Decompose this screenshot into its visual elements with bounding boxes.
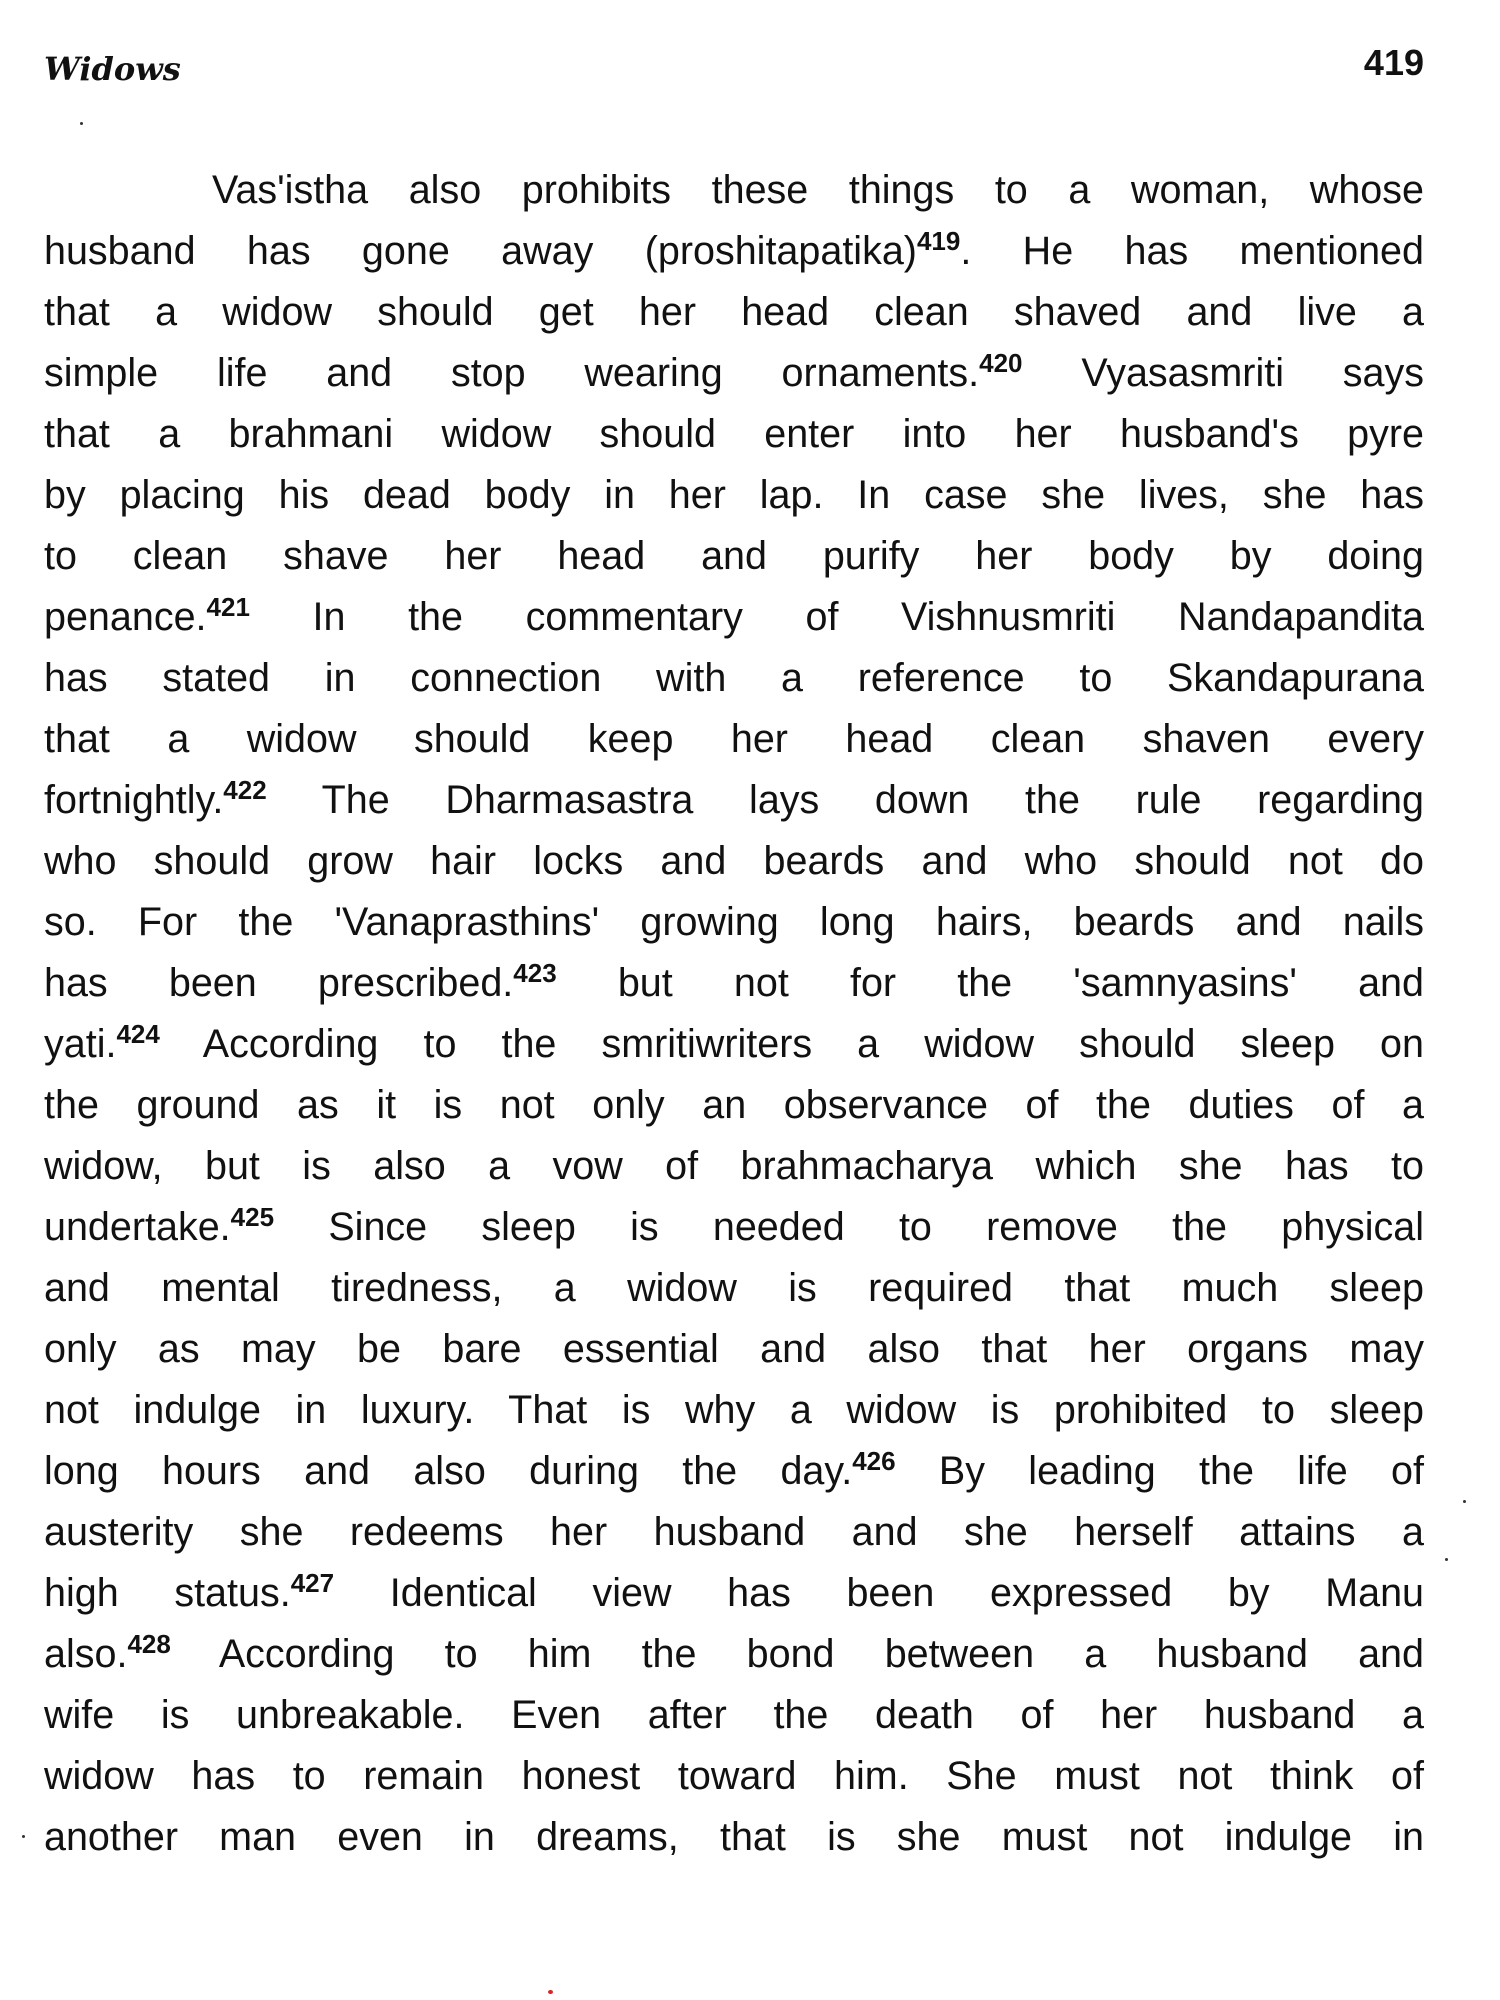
line-text-continued: By leading the life of bbox=[895, 1449, 1424, 1493]
text-line bbox=[44, 953, 1424, 1014]
scan-speck bbox=[1463, 1500, 1466, 1503]
line-text: that a widow should keep her head clean shaven every bbox=[44, 717, 1424, 761]
text-line bbox=[44, 1380, 1424, 1441]
text-line bbox=[44, 1685, 1424, 1746]
scan-speck bbox=[80, 122, 83, 125]
line-text: and mental tiredness, a widow is required that much sleep bbox=[44, 1266, 1424, 1310]
line-text-continued: . He has mentioned bbox=[960, 229, 1424, 273]
text-line bbox=[44, 1563, 1424, 1624]
line-text-continued: Vyasasmriti says bbox=[1022, 351, 1424, 395]
line-text: fortnightly. bbox=[44, 778, 224, 822]
text-line bbox=[44, 282, 1424, 343]
line-text: widow has to remain honest toward him. She must not think of bbox=[44, 1754, 1424, 1798]
text-line bbox=[44, 1807, 1424, 1868]
line-text: who should grow hair locks and beards and who should not do bbox=[44, 839, 1424, 883]
text-line bbox=[44, 1197, 1424, 1258]
footnote-reference: 425 bbox=[230, 1202, 275, 1232]
line-text: husband has gone away (proshitapatika) bbox=[44, 229, 917, 273]
line-text-continued: According to him the bond between a husband and bbox=[170, 1632, 1424, 1676]
footnote-reference: 422 bbox=[223, 775, 267, 805]
line-text: has been prescribed. bbox=[44, 961, 514, 1005]
footnote-reference: 424 bbox=[116, 1019, 160, 1049]
line-text: Vas'istha also prohibits these things to a woman, whose bbox=[212, 168, 1424, 212]
text-line bbox=[44, 1319, 1424, 1380]
line-text-continued: but not for the 'samnyasins' and bbox=[556, 961, 1424, 1005]
line-text-continued: Since sleep is needed to remove the physical bbox=[274, 1205, 1424, 1249]
scan-speck bbox=[22, 1835, 25, 1838]
text-line bbox=[44, 1075, 1424, 1136]
text-line bbox=[44, 1502, 1424, 1563]
text-line bbox=[44, 892, 1424, 953]
text-line bbox=[44, 465, 1424, 526]
footnote-reference: 426 bbox=[852, 1446, 896, 1476]
line-text: widow, but is also a vow of brahmacharya which she has to bbox=[44, 1144, 1424, 1188]
line-text: penance. bbox=[44, 595, 207, 639]
line-text: the ground as it is not only an observance of the duties of a bbox=[44, 1083, 1424, 1127]
text-line bbox=[44, 648, 1424, 709]
line-text: that a widow should get her head clean shaved and live a bbox=[44, 290, 1424, 334]
text-line bbox=[44, 1746, 1424, 1807]
text-line bbox=[44, 709, 1424, 770]
line-text: simple life and stop wearing ornaments. bbox=[44, 351, 980, 395]
line-text: another man even in dreams, that is she must not indulge in bbox=[44, 1815, 1424, 1859]
text-line bbox=[44, 1136, 1424, 1197]
text-line bbox=[44, 404, 1424, 465]
text-line bbox=[44, 1014, 1424, 1075]
line-text: also. bbox=[44, 1632, 128, 1676]
line-text: has stated in connection with a reference to Skandapurana bbox=[44, 656, 1424, 700]
line-text-continued: The Dharmasastra lays down the rule regarding bbox=[266, 778, 1424, 822]
text-line bbox=[44, 343, 1424, 404]
line-text: yati. bbox=[44, 1022, 117, 1066]
text-line bbox=[44, 831, 1424, 892]
scan-speck bbox=[548, 1990, 553, 1994]
line-text: only as may be bare essential and also that her organs may bbox=[44, 1327, 1424, 1371]
text-line bbox=[44, 1441, 1424, 1502]
line-text-continued: According to the smritiwriters a widow should sleep on bbox=[159, 1022, 1424, 1066]
footnote-reference: 420 bbox=[979, 348, 1023, 378]
line-text: austerity she redeems her husband and she herself attains a bbox=[44, 1510, 1424, 1554]
scan-speck bbox=[1445, 1558, 1448, 1561]
footnote-reference: 423 bbox=[513, 958, 557, 988]
running-head: Widows bbox=[44, 50, 181, 88]
footnote-reference: 427 bbox=[290, 1568, 335, 1598]
footnote-reference: 421 bbox=[206, 592, 250, 622]
line-text: undertake. bbox=[44, 1205, 231, 1249]
line-text: by placing his dead body in her lap. In case she lives, she has bbox=[44, 473, 1424, 517]
line-text: high status. bbox=[44, 1571, 291, 1615]
text-line bbox=[44, 160, 1424, 221]
text-line bbox=[44, 221, 1424, 282]
line-text: to clean shave her head and purify her body by doing bbox=[44, 534, 1424, 578]
line-text: wife is unbreakable. Even after the death of her husband a bbox=[44, 1693, 1424, 1737]
line-text: not indulge in luxury. That is why a widow is prohibited to sleep bbox=[44, 1388, 1424, 1432]
text-line bbox=[44, 526, 1424, 587]
body-text bbox=[44, 160, 1424, 1868]
text-line bbox=[44, 1624, 1424, 1685]
text-line bbox=[44, 1258, 1424, 1319]
footnote-reference: 428 bbox=[127, 1629, 171, 1659]
line-text-continued: In the commentary of Vishnusmriti Nandapandita bbox=[249, 595, 1424, 639]
page-number: 419 bbox=[1363, 42, 1424, 83]
line-text: that a brahmani widow should enter into her husband's pyre bbox=[44, 412, 1424, 456]
line-text: so. For the 'Vanaprasthins' growing long hairs, beards and nails bbox=[44, 900, 1424, 944]
text-line bbox=[44, 587, 1424, 648]
text-line bbox=[44, 770, 1424, 831]
line-text: long hours and also during the day. bbox=[44, 1449, 853, 1493]
line-text-continued: Identical view has been expressed by Manu bbox=[334, 1571, 1425, 1615]
footnote-reference: 419 bbox=[916, 226, 961, 256]
